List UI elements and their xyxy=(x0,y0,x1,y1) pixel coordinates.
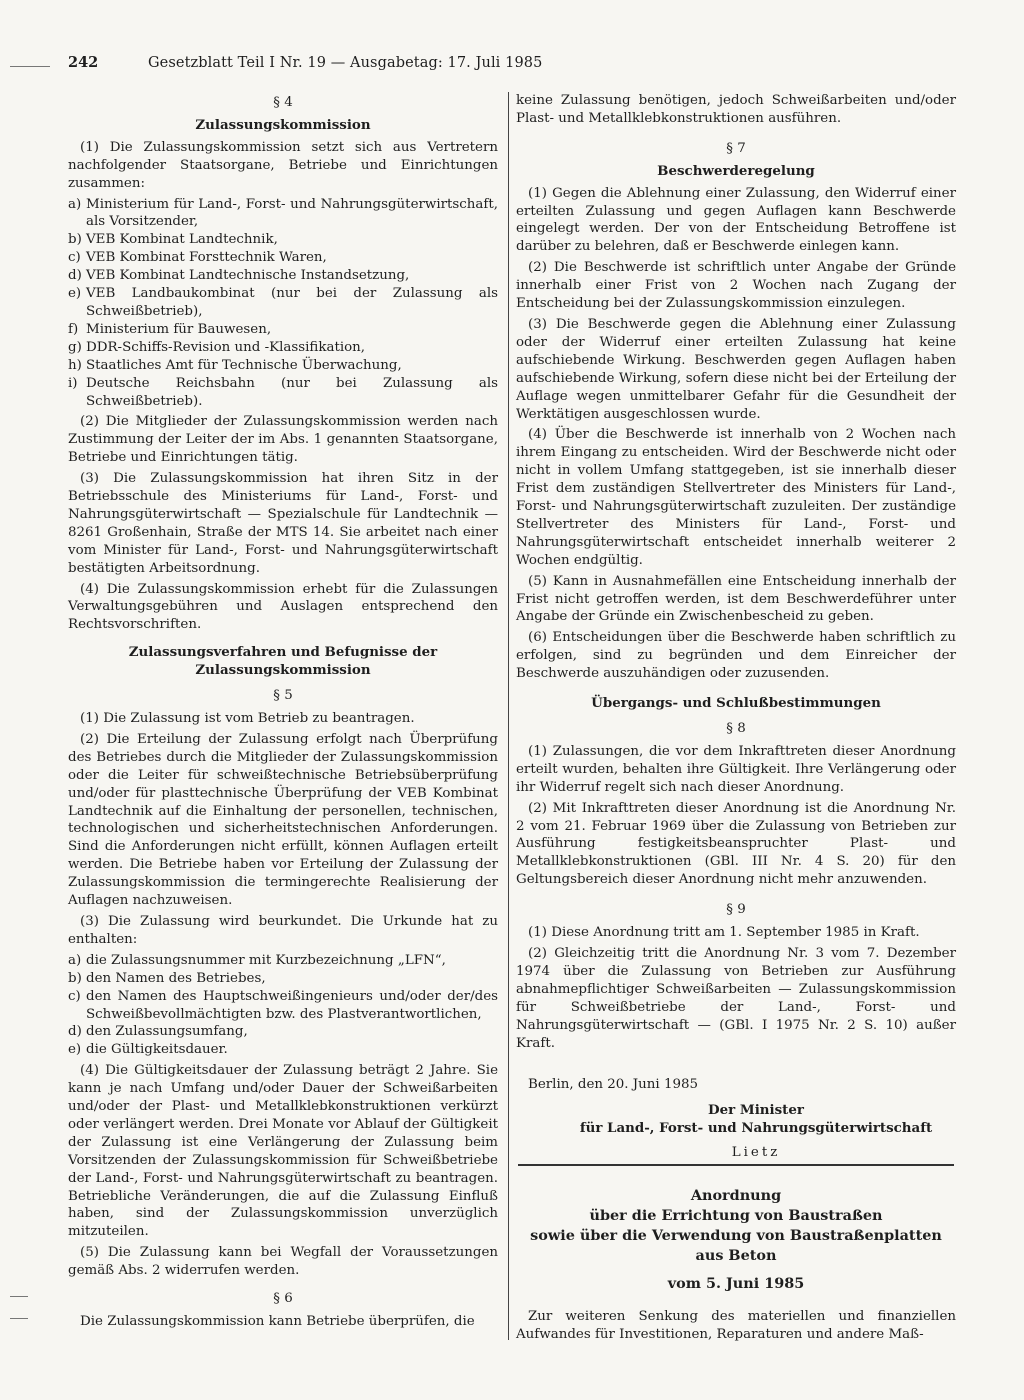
list-item: h) Staatliches Amt für Technische Überwachung, xyxy=(68,357,402,373)
signature-ministry: für Land-, Forst- und Nahrungsgüterwirtschaft xyxy=(579,1120,933,1137)
list-item: d) VEB Kombinat Landtechnische Instandsetzung, xyxy=(68,268,410,284)
paragraph: (2) Die Erteilung der Zulassung erfolgt nach Überprüfung des Betriebes durch die Mitglieder der Zulassungskommission oder die Leiter für schweißtechnische Betriebsüberprüfung und/oder für plasttechnische Überprüfung der VEB Kombinat Landtechnik auf die Einhaltung der personellen, technischen, technologischen und sicherheitstechnischen Anforderungen. Sind die Anforderungen nicht erfüllt, können Auflagen erteilt werden. Die Betriebe haben vor Erteilung der Zulassung der Zulassungskommission die termingerechte Realisierung der Auflagen nachzuweisen. xyxy=(68,731,498,909)
signature-name: Lietz xyxy=(731,1145,781,1161)
paragraph: (4) Die Gültigkeitsdauer der Zulassung beträgt 2 Jahre. Sie kann je nach Umfang und/oder Dauer der Schweißarbeiten und/oder der Plast- und Metallklebkonstruktionen verkürzt oder verlängert werden. Drei Monate vor Ablauf der Gültigkeit der Zulassung ist eine Verlängerung der Zulassung beim Vorsitzenden der Zulassungskommission für Schweißbetriebe der Land-, Forst- und Nahrungsgüterwirtschaft zu beantragen. Betriebliche Veränderungen, die auf die Zulassung Einfluß haben, sind der Zulassungskommission unverzüglich mitzuteilen. xyxy=(68,1063,498,1240)
paragraph: (1) Die Zulassung ist vom Betrieb zu beantragen. xyxy=(80,711,415,726)
paragraph: (3) Die Beschwerde gegen die Ablehnung einer Zulassung oder der Widerruf einer erteilten Zulassung hat keine aufschiebende Wirkung. Beschwerden gegen Auflagen haben aufschiebende Wirkung, sofern diese nicht bei der Erteilung der Auflage wegen unmittelbarer Gefahr für die Gesundheit der Werktätigen ausgeschlossen wurde. xyxy=(516,316,956,422)
paragraph: (5) Die Zulassung kann bei Wegfall der Voraussetzungen gemäß Abs. 2 widerrufen werden. xyxy=(68,1245,498,1279)
list-item: b) VEB Kombinat Landtechnik, xyxy=(68,232,278,248)
paragraph: keine Zulassung benötigen, jedoch Schweißarbeiten und/oder Plast- und Metallklebkonstruktionen ausführen. xyxy=(516,93,956,126)
paragraph: Die Zulassungskommission kann Betriebe überprüfen, die xyxy=(80,1314,475,1329)
paragraph: (2) Mit Inkrafttreten dieser Anordnung ist die Anordnung Nr. 2 vom 21. Februar 1969 über die Zulassung von Betrieben zur Ausführung festigkeitsbeanspruchter Plast- und Metallklebkonstruktionen (GBl. III Nr. 4 S. 20) für den Geltungsbereich dieser Anordnung nicht mehr anzuwenden. xyxy=(516,800,956,888)
ordinance-title xyxy=(516,1186,956,1294)
section-9-number: § 9 xyxy=(726,902,746,918)
ordinance-date: vom 5. Juni 1985 xyxy=(667,1275,805,1292)
place-date: Berlin, den 20. Juni 1985 xyxy=(528,1077,699,1093)
list-item: d) den Zulassungsumfang, xyxy=(68,1024,248,1040)
procedure-heading: Zulassungsverfahren und Befugnisse der Zulassungskommission xyxy=(128,644,438,679)
section-4-title: Zulassungskommission xyxy=(195,116,371,133)
left-column xyxy=(68,92,498,1334)
ordinance-title-line: sowie über die Verwendung von Baustraßenplatten xyxy=(530,1227,942,1244)
list-item: e) die Gültigkeitsdauer. xyxy=(68,1042,228,1058)
paragraph: Zur weiteren Senkung des materiellen und finanziellen Aufwandes für Investitionen, Reparaturen und andere Maß- xyxy=(516,1309,956,1342)
issue-title: Gesetzblatt Teil I Nr. 19 — Ausgabetag: 17. Juli 1985 xyxy=(148,55,543,71)
signature-title: Der Minister xyxy=(708,1102,804,1119)
certificate-contents-list xyxy=(68,952,498,1059)
section-7-title: Beschwerderegelung xyxy=(657,162,815,179)
section-divider xyxy=(518,1164,954,1166)
signature-block xyxy=(556,1102,956,1162)
paragraph: (1) Die Zulassungskommission setzt sich aus Vertretern nachfolgender Staatsorgane, Betriebe und Einrichtungen zusammen: xyxy=(68,139,498,191)
ordinance-title-line: aus Beton xyxy=(695,1247,777,1264)
paragraph: (5) Kann in Ausnahmefällen eine Entscheidung innerhalb der Frist nicht getroffen werden, ist dem Beschwerdeführer unter Angabe der Gründe ein Zwischenbescheid zu geben. xyxy=(516,573,956,625)
list-item: i) Deutsche Reichsbahn (nur bei Zulassung als Schweißbetrieb). xyxy=(68,375,498,409)
paragraph: (2) Die Mitglieder der Zulassungskommission werden nach Zustimmung der Leiter der im Abs. 1 genannten Staatsorgane, Betriebe und Einrichtungen tätig. xyxy=(68,414,498,466)
margin-mark xyxy=(10,1318,28,1319)
paragraph: (6) Entscheidungen über die Beschwerde haben schriftlich zu erfolgen, sind zu begründen und dem Einreicher der Beschwerde auszuhändigen oder zuzusenden. xyxy=(516,630,956,682)
list-item: c) VEB Kombinat Forsttechnik Waren, xyxy=(68,250,327,266)
paragraph: (1) Zulassungen, die vor dem Inkrafttreten dieser Anordnung erteilt wurden, behalten ihre Gültigkeit. Ihre Verlängerung oder ihr Widerruf regelt sich nach dieser Anordnung. xyxy=(516,743,956,795)
paragraph: (2) Die Beschwerde ist schriftlich unter Angabe der Gründe innerhalb einer Frist von 2 Wochen nach Zugang der Entscheidung bei der Zulassungskommission einzulegen. xyxy=(516,260,956,312)
section-6-number: § 6 xyxy=(273,1291,293,1307)
list-item: g) DDR-Schiffs-Revision und -Klassifikation, xyxy=(68,339,366,355)
page-header xyxy=(68,52,708,74)
section-5-number: § 5 xyxy=(273,688,293,704)
paragraph: (1) Diese Anordnung tritt am 1. September 1985 in Kraft. xyxy=(528,925,920,941)
page-number: 242 xyxy=(68,54,99,71)
paragraph: (4) Die Zulassungskommission erhebt für die Zulassungen Verwaltungsgebühren und Auslagen entsprechend den Rechtsvorschriften. xyxy=(68,581,498,633)
paragraph: (4) Über die Beschwerde ist innerhalb von 2 Wochen nach ihrem Eingang zu entscheiden. Wird der Beschwerde nicht oder nicht in vollem Umfang stattgegeben, ist sie innerhalb dieser Frist dem zuständigen Stellvertreter des Ministers für Land-, Forst- und Nahrungsgüterwirtschaft zuzuleiten. Der zuständige Stellvertreter des Ministers für Land-, Forst- und Nahrungsgüterwirtschaft entscheidet innerhalb weiterer 2 Wochen endgültig. xyxy=(516,427,956,568)
section-8-number: § 8 xyxy=(726,721,746,736)
transitional-heading: Übergangs- und Schlußbestimmungen xyxy=(591,695,881,712)
list-item: c) den Namen des Hauptschweißingenieurs und/oder der/des Schweißbevollmächtigten bzw. des Plastverantwortlichen, xyxy=(68,988,498,1022)
ordinance-title-line: über die Errichtung von Baustraßen xyxy=(589,1207,883,1224)
margin-mark xyxy=(10,1296,28,1297)
margin-mark xyxy=(10,66,50,67)
section-7-number: § 7 xyxy=(726,140,746,156)
ordinance-intro xyxy=(516,1308,956,1344)
list-item: a) Ministerium für Land-, Forst- und Nahrungsgüterwirtschaft, als Vorsitzender, xyxy=(68,196,498,230)
column-divider xyxy=(508,92,509,1340)
members-list xyxy=(68,196,498,411)
section-4-number: § 4 xyxy=(273,95,293,110)
paragraph: (3) Die Zulassungskommission hat ihren Sitz in der Betriebsschule des Ministeriums für Land-, Forst- und Nahrungsgüterwirtschaft — Spezialschule für Landtechnik — 8261 Großenhain, Straße der MTS 14. Sie arbeitet nach einer vom Minister für Land-, Forst- und Nahrungsgüterwirtschaft bestätigten Arbeitsordnung. xyxy=(68,471,498,576)
ordinance-title-line: Anordnung xyxy=(690,1187,782,1204)
list-item: a) die Zulassungsnummer mit Kurzbezeichnung „LFN“, xyxy=(68,952,446,968)
right-column xyxy=(516,92,956,1162)
list-item: e) VEB Landbaukombinat (nur bei der Zulassung als Schweißbetrieb), xyxy=(68,286,498,319)
list-item: f) Ministerium für Bauwesen, xyxy=(68,321,272,337)
paragraph: (3) Die Zulassung wird beurkundet. Die Urkunde hat zu enthalten: xyxy=(68,913,498,947)
list-item: b) den Namen des Betriebes, xyxy=(68,970,266,986)
paragraph: (1) Gegen die Ablehnung einer Zulassung, den Widerruf einer erteilten Zulassung und gegen Auflagen kann Beschwerde eingelegt werden. Der von der Entscheidung Betroffene ist darüber zu belehren, daß er Beschwerde einlegen kann. xyxy=(516,185,956,255)
paragraph: (2) Gleichzeitig tritt die Anordnung Nr. 3 vom 7. Dezember 1974 über die Zulassung von Betrieben zur Ausführung abnahmepflichtiger Schweißarbeiten — Zulassungskommission für Schweißbetriebe der Land-, Forst- und Nahrungsgüterwirtschaft — (GBl. I 1975 Nr. 2 S. 10) außer Kraft. xyxy=(516,945,956,1051)
